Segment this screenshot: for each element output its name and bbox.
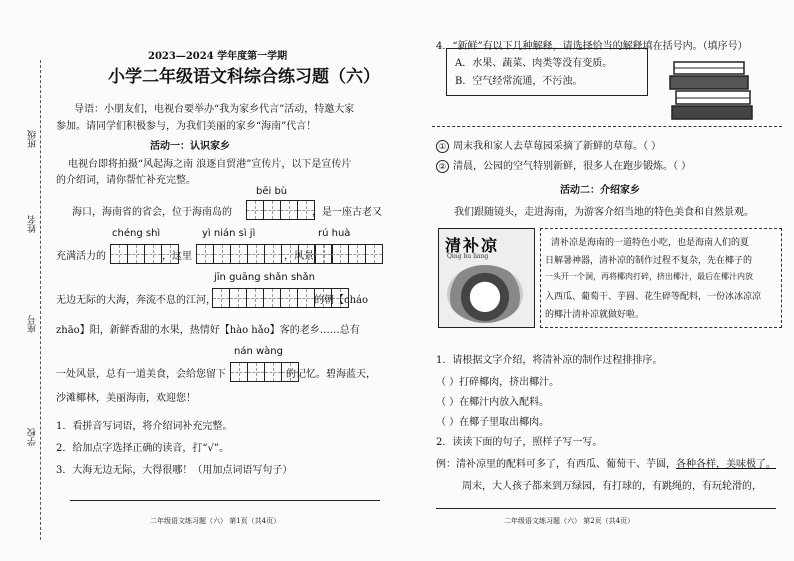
guide-line-2: 参加。请同学们积极参与，为我们美丽的家乡“海南”代言！	[56, 121, 317, 132]
para-line-6: 沙滩椰林，美丽海南，欢迎您！	[56, 393, 196, 404]
right-question-2: 2．读读下面的句子，照样子写一写。	[436, 437, 603, 448]
books-stack-illustration	[668, 58, 758, 122]
question-3: 3．大海无边无际，大得很哪！（用加点词语写句子）	[56, 465, 293, 476]
activity-one-heading: 活动一：认识家乡	[150, 141, 230, 152]
answer-line-practice[interactable]	[436, 508, 776, 509]
page-title: 小学二年级语文科综合练习题（六）	[108, 67, 380, 87]
right-question-1: 1．请根据文字介绍，将清补凉的制作过程排排序。	[436, 355, 663, 366]
desc-line-5: 的椰汁清补凉就做好啦。	[545, 310, 645, 320]
question-2: 2．给加点字选择正确的读音，打“√”。	[56, 443, 229, 454]
activity-two-heading: 活动二：介绍家乡	[560, 185, 640, 196]
activity-two-lead: 我们跟随镜头，走进海南，为游客介绍当地的特色美食和自然景观。	[454, 207, 754, 218]
answer-grid-beibu[interactable]	[246, 200, 314, 220]
qingbuliang-photo	[438, 228, 535, 328]
page-two	[410, 0, 794, 561]
para-line-2b: ，这里	[162, 251, 192, 262]
desc-line-4: 入西瓜、葡萄干、芋圆、花生碎等配料，一份冰冰凉凉	[545, 292, 762, 302]
description-box	[540, 228, 782, 328]
pinyin-jinguang: jīn guāng shǎn shǎn	[214, 272, 315, 283]
para-line-1b: ，是一座古老又	[312, 207, 382, 218]
page-one-footer: 二年级语文练习题（六） 第1页（共4页）	[150, 517, 281, 525]
desc-line-3: 一头开一个洞，再将椰肉打碎，挤出椰汁，最后在椰汁内放	[545, 272, 753, 281]
desc-line-1: 清补凉是海南的一道特色小吃，也是海南人们的夏	[551, 238, 750, 248]
circled-number-2: ②	[436, 160, 449, 173]
answer-line-q3[interactable]	[70, 500, 380, 501]
definition-b: B．空气经常流通，不污浊。	[455, 76, 583, 87]
pinyin-nanwang: nán wàng	[234, 346, 283, 357]
para-line-1a: 海口，海南省的省会，位于海南岛的	[72, 207, 232, 218]
para-line-2a: 充满活力的	[56, 251, 106, 262]
desc-line-2: 日解暑神器，清补凉的制作过程不复杂，先在椰子的	[545, 256, 753, 266]
question-4: 4．“新鲜”有以下几种解释，请选择恰当的解释填在括号内。（填序号）	[436, 41, 748, 52]
circled-number-1: ①	[436, 140, 449, 153]
side-label-class: 班级	[28, 130, 38, 148]
definition-a: A．水果、蔬菜、肉类等没有变质。	[455, 58, 613, 69]
pinyin-ruhua: rú huà	[318, 228, 351, 239]
dessert-bowl-image	[447, 265, 523, 323]
answer-grid-ruhua[interactable]	[314, 244, 382, 264]
step-1: （ ）打碎椰肉，挤出椰汁。	[436, 377, 560, 388]
page-two-footer: 二年级语文练习题（六） 第2页（共4页）	[504, 517, 635, 525]
side-label-seat: 座号	[28, 315, 38, 333]
pinyin-chengshi: chéng shì	[112, 228, 161, 239]
step-2: （ ）在椰汁内放入配料。	[436, 397, 550, 408]
dish-name: 清补凉	[445, 236, 500, 255]
side-label-school: 学校	[28, 428, 38, 446]
separator-line	[432, 126, 782, 127]
side-label-name: 姓名	[28, 215, 38, 233]
sentence-1: ① 周末我和家人去草莓园采摘了新鲜的草莓。（ ）	[436, 140, 661, 153]
guide-line-1: 导语：小朋友们，电视台要举办“我为家乡代言”活动，特邀大家	[74, 104, 355, 115]
para-line-2c: ，风景	[284, 251, 314, 262]
pinyin-beibu: bēi bù	[256, 186, 288, 197]
intro-line-1: 电视台即将拍摄“风起海之南 浪逐自贸港”宣传片，以下是宣传片	[68, 159, 352, 170]
example-underlined: 各种各样，美味极了。	[676, 459, 776, 470]
step-3: （ ）在椰子里取出椰肉。	[436, 417, 550, 428]
para-line-5a: 一处风景，总有一道美食，会给您留下	[56, 369, 226, 380]
definitions-box	[446, 48, 648, 96]
dish-subtitle: Qing bu liang	[447, 253, 489, 260]
pinyin-yiniansiji: yì nián sì jì	[202, 228, 256, 239]
sentence-2: ② 清晨，公园的空气特别新鲜，很多人在跑步锻炼。（ ）	[436, 160, 691, 173]
year-term: 2023—2024 学年度第一学期	[148, 51, 288, 62]
para-line-4: zhāo】阳，新鲜香甜的水果，热情好【hào hǎo】客的老乡……总有	[56, 325, 360, 336]
example-sentence: 例：清补凉里的配料可多了，有西瓜、葡萄干、芋圆，各种各样，美味极了。	[436, 459, 776, 470]
para-line-3b: 的朝【cháo	[314, 295, 369, 306]
intro-line-2: 的介绍词，请你帮忙补充完整。	[56, 175, 196, 186]
question-1: 1．看拼音写词语，将介绍词补充完整。	[56, 421, 233, 432]
binding-cut-line	[40, 60, 42, 540]
practice-sentence: 周末，大人孩子都来到万绿园，有打球的，有跳绳的，有玩轮滑的，	[462, 481, 762, 492]
para-line-3a: 无边无际的大海，奔流不息的江河，	[56, 295, 216, 306]
para-line-5b: 的记忆。碧海蓝天，	[286, 369, 376, 380]
